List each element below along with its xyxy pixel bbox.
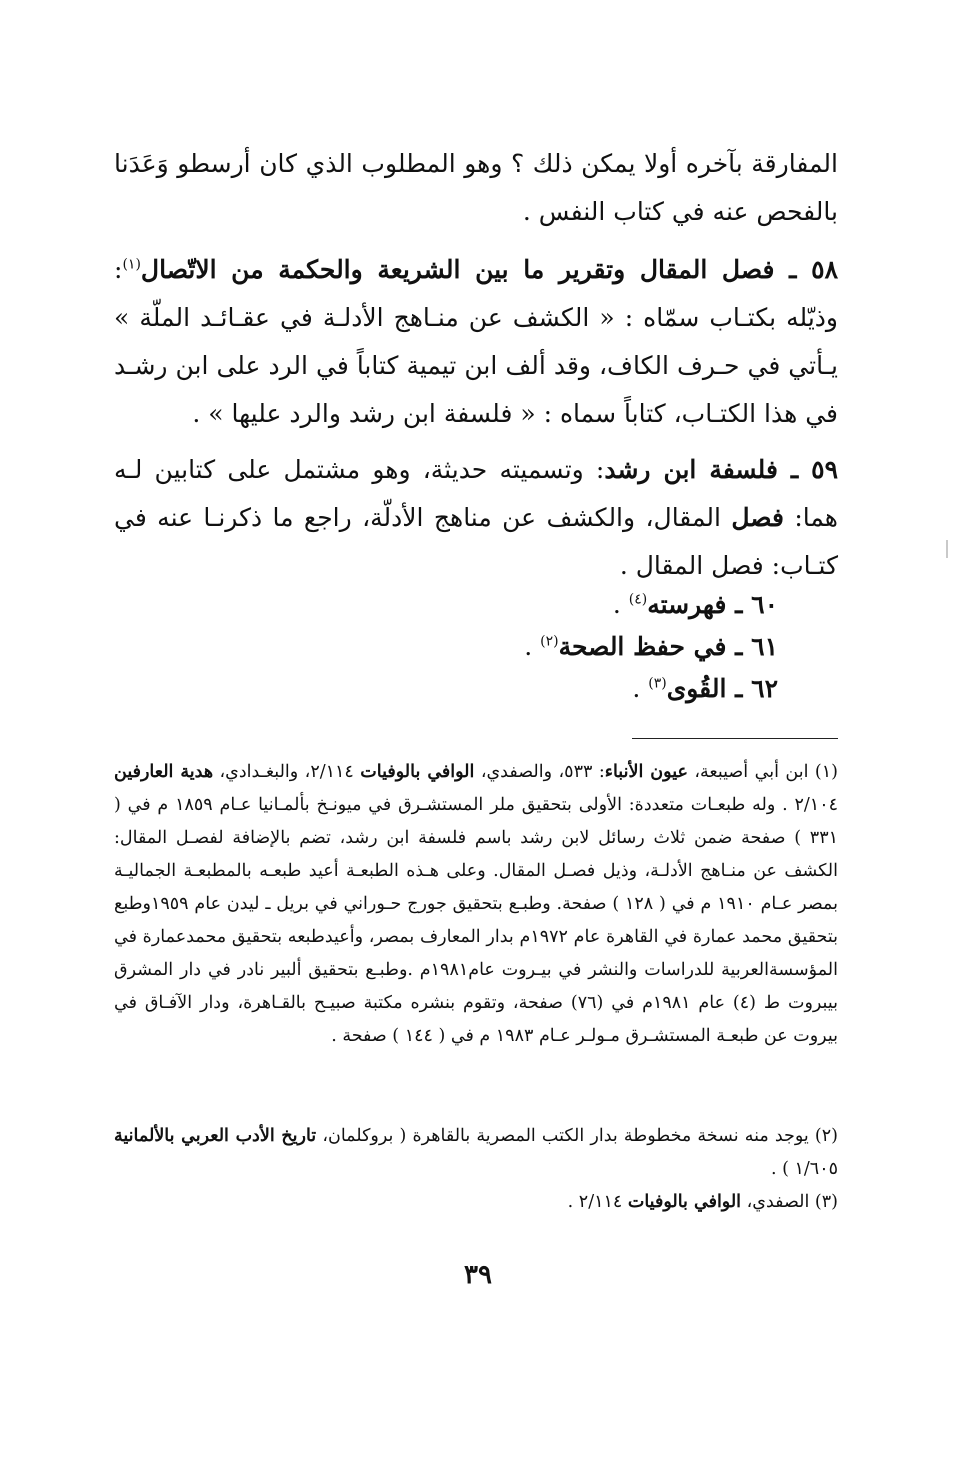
entry-59-text: ٥٩ ـ فلسفة ابن رشد: وتسميته حديثة، وهو مشتمل على كتابين لـه هما: فصل المقال، والكشف عن مناهج الأدلّة، راجع ما ذكرنـا عنه في كتـاب: فصل المقال . <box>114 455 838 580</box>
entry-58-title: فصل المقال وتقرير ما بين الشريعة والحكمة من الاتّصال <box>140 255 775 284</box>
footnote-3-text: (٣) الصفدي، الوافي بالوفيات ٢/١١٤ . <box>567 1192 838 1212</box>
entry-61: ٦١ ـ في حفظ الصحة$^{(٢)}$ . <box>524 632 778 661</box>
intro-paragraph <box>114 140 838 236</box>
entry-59-number: ٥٩ ـ <box>777 455 838 484</box>
footnote-ref-3[interactable]: (٣) <box>648 675 667 692</box>
footnote-1-text: (١) ابن أبي أصيبعة، عيون الأنباء: ٥٣٣، والصفدي، الوافي بالوفيات ٢/١١٤، والبغـدادي، هدية العارفين ٢/١٠٤ . وله طبعـات متعددة: الأولى بتحقيق ملر المستشـرق في ميونـخ بألمـانيا عـام ١٨٥٩ م في ( ٣٣١ ) صفحة ضمن ثلاث رسائل لابن رشد باسم فلسفة ابن رشد، تضم بالإضافة لفصـل المقال: الكشف عن منـاهج الأدلـة، وذيل فصـل المقال. وعلى هـذه الطبعـة أعيد طبعـه بالمطبعـة الجماليـة بمصر عـام ١٩١٠ م في ( ١٢٨ ) صفحة. وطبـع بتحقيق جورج حـوراني في بريل ـ ليدن عام ١٩٥٩وطبع بتحقيق محمد عمارة في القاهرة عام ١٩٧٢م بدار المعارف بمصر، وأعيدطبعه بتحقيق محمدعمارة في المؤسسةالعربية للدراسات والنشر في بيـروت عام١٩٨١م .وطبـع بتحقيق ألبير نادر في دار المشرق بيبروت ط (٤) عام ١٩٨١م في (٧٦) صفحة، وتقوم بنشره مكتبة صبيـح بالقـاهرة، ودار الآفـاق في بيروت عن طبعـة المستشـرق مـولـر عـام ١٩٨٣ م في ( ١٤٤ ) صفحة . <box>114 762 838 1046</box>
footnote-1 <box>114 756 838 1053</box>
entry-58-text <box>114 246 838 438</box>
scan-edge-mark <box>946 540 948 558</box>
short-entries-list <box>114 584 838 710</box>
entry-58-number: ٥٨ ـ <box>774 255 838 284</box>
entry-59-title: فلسفة ابن رشد <box>604 455 778 484</box>
footnote-2-text: (٢) يوجد منه نسخة مخطوطة بدار الكتب المصرية بالقاهرة ( بروكلمان، تاريخ الأدب العربي بالألمانية ١/٦٠٥ ) . <box>114 1126 838 1179</box>
entry-60: ٦٠ ـ فهرسته$^{(٤)}$ . <box>612 590 778 619</box>
footnote-separator <box>632 738 838 739</box>
entry-62: ٦٢ ـ القُوى$^{(٣)}$ . <box>632 674 778 703</box>
footnote-ref-4[interactable]: (٤) <box>628 591 648 608</box>
intro-text: المفارقة بآخره أولا يمكن ذلك ؟ وهو المطلوب الذي كان أرسطو وَعَدَنا بالفحص عنه في كتاب النفس . <box>114 149 838 226</box>
entry-58 <box>114 246 838 438</box>
footnote-2 <box>114 1120 838 1186</box>
page-number: ٣٩ <box>464 1260 492 1290</box>
entry-58-body: : وذيّله بكتـاب سمّاه : « الكشف عن منـاهج الأدلـة في عقـائـد الملّة » يـأتي في حـرف الكاف، وقد ألف ابن تيمية كتاباً في الرد على ابن رشـد في هذا الكتـاب، كتاباً سماه : « فلسفة ابن رشد والرد عليها » . <box>114 255 838 428</box>
footnote-ref-1[interactable]: (١) <box>122 256 141 273</box>
footnote-ref-2[interactable]: (٢) <box>540 633 559 650</box>
entry-59 <box>114 446 838 590</box>
footnote-3 <box>114 1186 838 1219</box>
